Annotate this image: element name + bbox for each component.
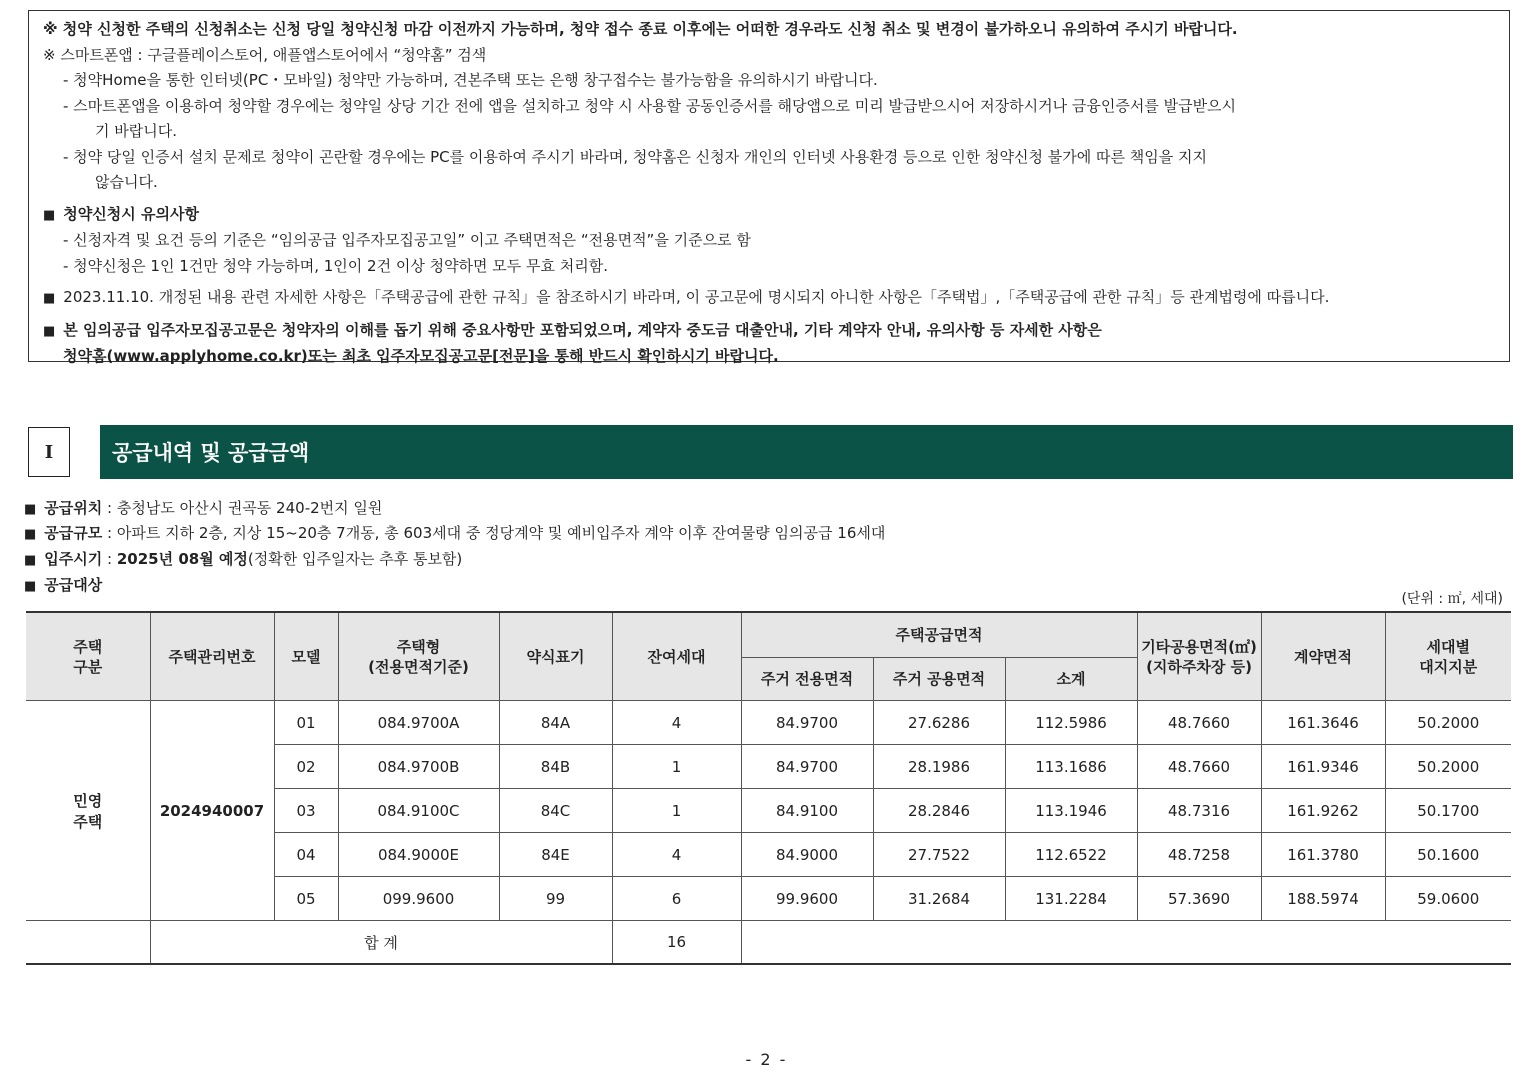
remaining-cell: 1 [612, 745, 741, 789]
notice-heading-text: 청약신청시 유의사항 [63, 204, 199, 223]
notice-cancel: ※ 청약 신청한 주택의 신청취소는 신청 당일 청약신청 마감 이전까지 가능하며, 청약 접수 종료 이후에는 어떠한 경우라도 신청 취소 및 변경이 불가하오니 유의하여 주시기 바랍니다. [43, 20, 1238, 38]
model-cell: 02 [274, 745, 338, 789]
square-bullet-icon: ■ [24, 527, 37, 542]
common-area-cell: 31.2684 [873, 877, 1005, 921]
header-subtotal: 소계 [1005, 658, 1137, 701]
exclusive-area-cell: 84.9100 [741, 789, 873, 833]
square-bullet-icon: ■ [24, 502, 37, 517]
contract-area-cell: 161.3780 [1261, 833, 1385, 877]
header-etc-area: 기타공용면적(㎡) (지하주차장 등) [1137, 612, 1261, 701]
model-cell: 04 [274, 833, 338, 877]
subtotal-cell: 131.2284 [1005, 877, 1137, 921]
notice-app-item-cont: 않습니다. [95, 173, 158, 191]
notice-app-item-cont: 기 바랍니다. [95, 122, 177, 140]
total-label: 합 계 [150, 921, 612, 965]
info-location: ■ 공급위치 : 충청남도 아산시 권곡동 240-2번지 일원 [24, 499, 383, 517]
notice-law [43, 285, 1495, 312]
square-bullet-icon: ■ [24, 579, 37, 594]
housing-type-cell: 084.9000E [338, 833, 499, 877]
land-share-cell: 50.1600 [1385, 833, 1511, 877]
housing-type-cell: 084.9700B [338, 745, 499, 789]
header-model: 모델 [274, 612, 338, 701]
etc-area-cell: 48.7258 [1137, 833, 1261, 877]
section-title: 공급내역 및 공급금액 [100, 425, 1513, 479]
abbr-cell: 84C [499, 789, 612, 833]
common-area-cell: 27.7522 [873, 833, 1005, 877]
header-house-type: 주택 구분 [26, 612, 150, 701]
etc-area-cell: 48.7316 [1137, 789, 1261, 833]
subtotal-cell: 112.5986 [1005, 701, 1137, 745]
square-bullet-icon: ■ [43, 291, 56, 306]
page-number: - 2 - [745, 1050, 788, 1069]
land-share-cell: 50.2000 [1385, 745, 1511, 789]
subtotal-cell: 112.6522 [1005, 833, 1137, 877]
etc-area-cell: 48.7660 [1137, 745, 1261, 789]
notice-box [28, 10, 1510, 365]
etc-area-cell: 48.7660 [1137, 701, 1261, 745]
housing-type-cell: 084.9700A [338, 701, 499, 745]
square-bullet-icon: ■ [24, 553, 37, 568]
info-scale: ■ 공급규모 : 아파트 지하 2층, 지상 15~20층 7개동, 총 603세대 중 정당계약 및 예비입주자 계약 이후 잔여물량 임의공급 16세대 [24, 524, 886, 542]
code-cell: 2024940007 [150, 701, 274, 921]
header-supply-area: 주택공급면적 [741, 612, 1137, 658]
header-land-share: 세대별 대지지분 [1385, 612, 1511, 701]
unit-label: (단위 : ㎡, 세대) [1401, 591, 1503, 607]
notice-app-item: - 청약 당일 인증서 설치 문제로 청약이 곤란할 경우에는 PC를 이용하여 주시기 바라며, 청약홈은 신청자 개인의 인터넷 사용환경 등으로 인한 청약신청 불가에 따른 책임을 지지 [63, 147, 1207, 166]
land-share-cell: 50.2000 [1385, 701, 1511, 745]
header-common: 주거 공용면적 [873, 658, 1005, 701]
notice-law-text: 2023.11.10. 개정된 내용 관련 자세한 사항은「주택공급에 관한 규칙」을 참조하시기 바라며, 이 공고문에 명시되지 아니한 사항은「주택법」,「주택공급에 관한 규칙」등 관계법령에 따릅니다. [63, 288, 1330, 306]
notice-app-item: - 스마트폰앱을 이용하여 청약할 경우에는 청약일 상당 기간 전에 앱을 설치하고 청약 시 사용할 공동인증서를 해당앱으로 미리 발급받으시어 저장하시거나 금융인증서를 발급받으시 [63, 96, 1237, 115]
land-share-cell: 50.1700 [1385, 789, 1511, 833]
notice-important-text: 본 임의공급 입주자모집공고문은 청약자의 이해를 돕기 위해 중요사항만 포함되었으며, 계약자 중도금 대출안내, 기타 계약자 안내, 유의사항 등 자세한 사항은 [63, 320, 1102, 339]
section-number: I [28, 427, 70, 477]
square-bullet-icon: ■ [43, 207, 56, 223]
info-movein: ■ 입주시기 : 2025년 08월 예정(정확한 입주일자는 추후 통보함) [24, 550, 463, 568]
notice-important-cont: 청약홈(www.applyhome.co.kr)또는 최초 입주자모집공고문[전문]을 통해 반드시 확인하시기 바랍니다. [63, 347, 779, 365]
housing-type-cell: 099.9600 [338, 877, 499, 921]
header-contract-area: 계약면적 [1261, 612, 1385, 701]
square-bullet-icon: ■ [43, 323, 56, 339]
abbr-cell: 84B [499, 745, 612, 789]
header-housing-type: 주택형 (전용면적기준) [338, 612, 499, 701]
header-exclusive: 주거 전용면적 [741, 658, 873, 701]
remaining-cell: 4 [612, 833, 741, 877]
etc-area-cell: 57.3690 [1137, 877, 1261, 921]
notice-app: ※ 스마트폰앱 : 구글플레이스토어, 애플앱스토어에서 “청약홈” 검색 [43, 45, 487, 64]
exclusive-area-cell: 84.9000 [741, 833, 873, 877]
total-row [26, 921, 1511, 965]
abbr-cell: 84A [499, 701, 612, 745]
housing-type-cell: 084.9100C [338, 789, 499, 833]
notice-item: - 신청자격 및 요건 등의 기준은 “임의공급 입주자모집공고일” 이고 주택면적은 “전용면적”을 기준으로 함 [63, 231, 751, 249]
notice-important [43, 318, 1495, 345]
subtotal-cell: 113.1946 [1005, 789, 1137, 833]
remaining-cell: 6 [612, 877, 741, 921]
info-target: ■ 공급대상 [24, 576, 103, 594]
common-area-cell: 27.6286 [873, 701, 1005, 745]
subtotal-cell: 113.1686 [1005, 745, 1137, 789]
supply-table [26, 611, 1511, 965]
total-value: 16 [612, 921, 741, 965]
house-type-cell: 민영 주택 [26, 701, 150, 921]
notice-heading [43, 202, 1495, 229]
abbr-cell: 84E [499, 833, 612, 877]
contract-area-cell: 188.5974 [1261, 877, 1385, 921]
notice-app-item: - 청약Home을 통한 인터넷(PC・모바일) 청약만 가능하며, 견본주택 또는 은행 창구접수는 불가능함을 유의하시기 바랍니다. [63, 71, 878, 89]
remaining-cell: 1 [612, 789, 741, 833]
abbr-cell: 99 [499, 877, 612, 921]
table-row [26, 701, 1511, 745]
contract-area-cell: 161.3646 [1261, 701, 1385, 745]
common-area-cell: 28.2846 [873, 789, 1005, 833]
contract-area-cell: 161.9262 [1261, 789, 1385, 833]
common-area-cell: 28.1986 [873, 745, 1005, 789]
model-cell: 05 [274, 877, 338, 921]
header-code: 주택관리번호 [150, 612, 274, 701]
model-cell: 03 [274, 789, 338, 833]
exclusive-area-cell: 84.9700 [741, 701, 873, 745]
header-remaining: 잔여세대 [612, 612, 741, 701]
model-cell: 01 [274, 701, 338, 745]
land-share-cell: 59.0600 [1385, 877, 1511, 921]
contract-area-cell: 161.9346 [1261, 745, 1385, 789]
remaining-cell: 4 [612, 701, 741, 745]
exclusive-area-cell: 99.9600 [741, 877, 873, 921]
exclusive-area-cell: 84.9700 [741, 745, 873, 789]
header-abbr: 약식표기 [499, 612, 612, 701]
notice-item: - 청약신청은 1인 1건만 청약 가능하며, 1인이 2건 이상 청약하면 모두 무효 처리함. [63, 256, 609, 275]
